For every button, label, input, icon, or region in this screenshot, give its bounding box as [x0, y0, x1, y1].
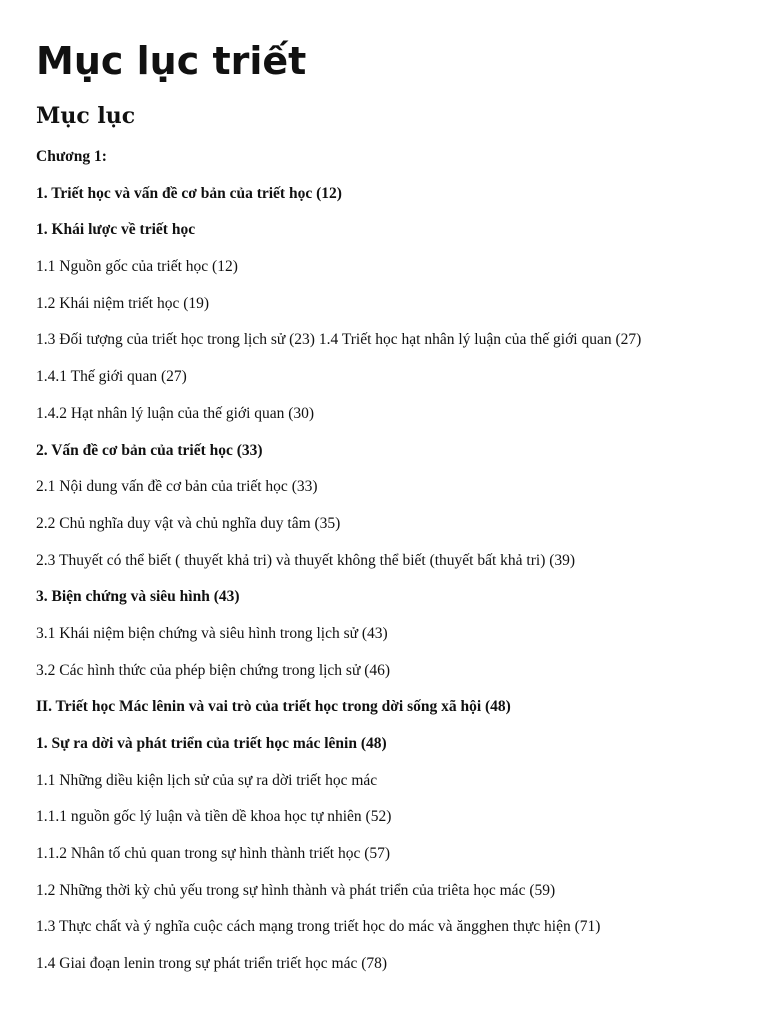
toc-entry: 1.4.2 Hạt nhân lý luận của thế giới quan (30)	[36, 404, 315, 422]
toc-entry: 2.2 Chủ nghĩa duy vật và chủ nghĩa duy tâm (35)	[36, 514, 341, 532]
toc-entry: 1.3 Thực chất và ý nghĩa cuộc cách mạng trong triết học do mác và ăngghen thực hiện (71)	[36, 918, 601, 936]
toc-entry: 1.3 Đối tượng của triết học trong lịch sử (23) 1.4 Triết học hạt nhân lý luận của thế giới quan (27)	[36, 331, 642, 349]
toc-entry: 3.2 Các hình thức của phép biện chứng trong lịch sử (46)	[36, 661, 391, 679]
toc-entry: 1.1.2 Nhân tố chủ quan trong sự hình thành triết học (57)	[36, 845, 391, 863]
toc-entry: 1. Sự ra dời và phát triển của triết học mác lênin (48)	[36, 735, 387, 752]
toc-entry: 1.4 Giai đoạn lenin trong sự phát triển triết học mác (78)	[36, 955, 388, 973]
toc-entry: 3.1 Khái niệm biện chứng và siêu hình trong lịch sử (43)	[36, 624, 388, 642]
toc-entry: 1.2 Khái niệm triết học (19)	[36, 294, 210, 312]
toc-entry: 2.1 Nội dung vấn đề cơ bản của triết học (33)	[36, 478, 318, 496]
toc-entry: Chương 1:	[36, 148, 107, 165]
toc-heading: Mục lục	[36, 103, 136, 129]
toc-entry: 1. Khái lược về triết học	[36, 221, 196, 239]
toc-entry: II. Triết học Mác lênin và vai trò của triết học trong dời sống xã hội (48)	[36, 698, 511, 716]
toc-entry: 3. Biện chứng và siêu hình (43)	[36, 588, 240, 606]
toc-entry: 1.2 Những thời kỳ chủ yếu trong sự hình thành và phát triển của triêta học mác (59)	[36, 881, 556, 899]
toc-entry: 1.1 Nguồn gốc của triết học (12)	[36, 258, 238, 276]
toc-list	[36, 139, 641, 983]
toc-entry: 2. Vấn đề cơ bản của triết học (33)	[36, 441, 263, 459]
toc-entry: 1.4.1 Thế giới quan (27)	[36, 368, 187, 386]
toc-entry: 1.1.1 nguồn gốc lý luận và tiền dề khoa học tự nhiên (52)	[36, 808, 392, 826]
toc-entry: 1. Triết học và vấn đề cơ bản của triết học (12)	[36, 184, 342, 202]
toc-entry: 1.1 Những diều kiện lịch sử của sự ra dời triết học mác	[36, 771, 378, 789]
page-title: Mục lục triết	[36, 39, 307, 83]
toc-entry: 2.3 Thuyết có thể biết ( thuyết khả tri) và thuyết không thể biết (thuyết bất khả tri) (39)	[36, 551, 576, 569]
